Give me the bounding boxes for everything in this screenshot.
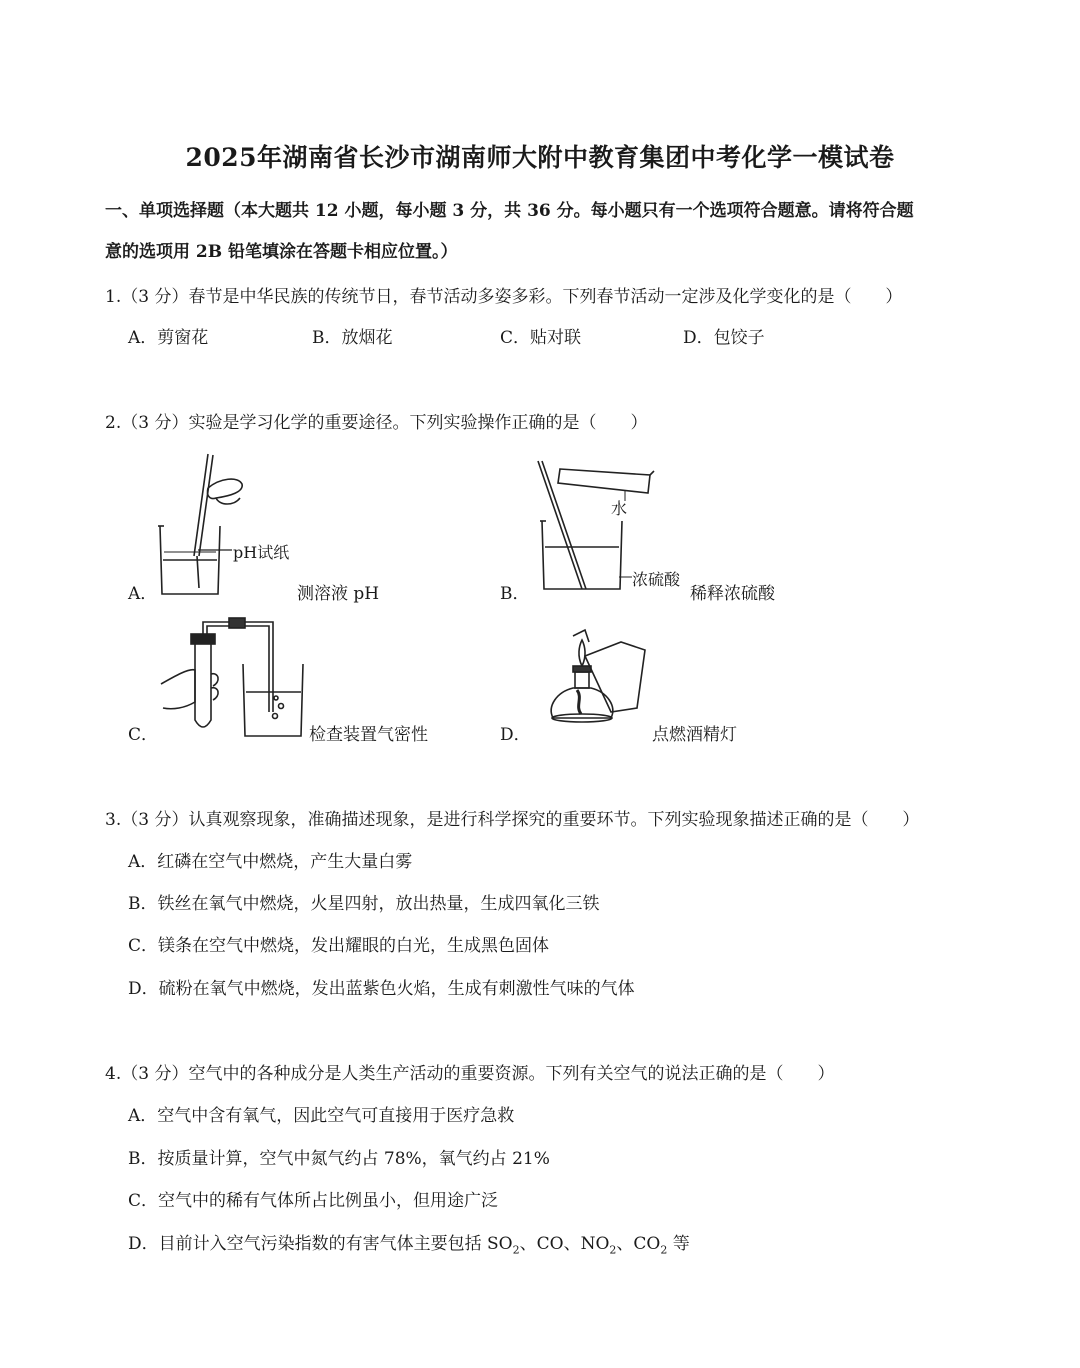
question-3-option-b: B．铁丝在氧气中燃烧，火星四射，放出热量，生成四氧化三铁 xyxy=(128,894,600,914)
q4-d-suffix: 等 xyxy=(667,1234,690,1254)
question-1-option-a: A．剪窗花 xyxy=(128,328,209,348)
question-2-option-a-letter: A． xyxy=(128,584,158,604)
figure-a-caption: 测溶液 pH xyxy=(297,584,380,604)
question-4-option-d xyxy=(128,1229,690,1256)
q4-d-prefix: D．目前计入空气污染指数的有害气体主要包括 SO xyxy=(128,1234,513,1254)
figure-b-water-label: 水 xyxy=(611,499,628,518)
section-heading-line2: 意的选项用 2B 铅笔填涂在答题卡相应位置。） xyxy=(105,242,458,262)
question-4-stem: 4.（3 分）空气中的各种成分是人类生产活动的重要资源。下列有关空气的说法正确的是（ ） xyxy=(105,1064,835,1084)
page-title: 2025年湖南省长沙市湖南师大附中教育集团中考化学一模试卷 xyxy=(185,143,895,172)
question-3-option-a: A．红磷在空气中燃烧，产生大量白雾 xyxy=(128,852,413,872)
figure-c-caption: 检查装置气密性 xyxy=(309,725,428,745)
question-2-option-d-letter: D． xyxy=(500,725,531,745)
question-2-option-c-letter: C． xyxy=(128,725,159,745)
question-4-option-c: C．空气中的稀有气体所占比例虽小，但用途广泛 xyxy=(128,1191,499,1211)
question-1-stem: 1.（3 分）春节是中华民族的传统节日，春节活动多姿多彩。下列春节活动一定涉及化学变化的是（ ） xyxy=(105,287,903,307)
q4-d-mid1: 、CO、NO xyxy=(519,1234,610,1254)
question-3-stem: 3.（3 分）认真观察现象，准确描述现象，是进行科学探究的重要环节。下列实验现象描述正确的是（ ） xyxy=(105,810,920,830)
figure-a-ph-test xyxy=(150,448,310,608)
question-2-stem: 2.（3 分）实验是学习化学的重要途径。下列实验操作正确的是（ ） xyxy=(105,413,648,433)
question-1-option-d: D．包饺子 xyxy=(683,328,765,348)
figure-d-caption: 点燃酒精灯 xyxy=(652,725,737,745)
question-1-option-c: C．贴对联 xyxy=(500,328,582,348)
question-4-option-b: B．按质量计算，空气中氮气约占 78%，氧气约占 21% xyxy=(128,1149,550,1169)
question-4-option-a: A．空气中含有氧气，因此空气可直接用于医疗急救 xyxy=(128,1106,515,1126)
section-heading-line1: 一、单项选择题（本大题共 12 小题，每小题 3 分，共 36 分。每小题只有一个选项符合题意。请将符合题 xyxy=(105,201,914,221)
question-3-option-d: D．硫粉在氧气中燃烧，发出蓝紫色火焰，生成有刺激性气味的气体 xyxy=(128,979,635,999)
question-2-option-b-letter: B． xyxy=(500,584,530,604)
q4-d-sub1: 2 xyxy=(512,1243,520,1257)
figure-a-label: pH试纸 xyxy=(233,543,290,562)
figure-c-airtightness xyxy=(155,612,315,737)
figure-b-acid-label: 浓硫酸 xyxy=(632,570,681,589)
q4-d-mid2: 、CO xyxy=(616,1234,661,1254)
question-3-option-c: C．镁条在空气中燃烧，发出耀眼的白光，生成黑色固体 xyxy=(128,936,550,956)
figure-b-caption: 稀释浓硫酸 xyxy=(690,584,775,604)
question-1-option-b: B．放烟花 xyxy=(312,328,393,348)
q4-d-sub2: 2 xyxy=(609,1243,617,1257)
q4-d-sub3: 2 xyxy=(660,1243,668,1257)
